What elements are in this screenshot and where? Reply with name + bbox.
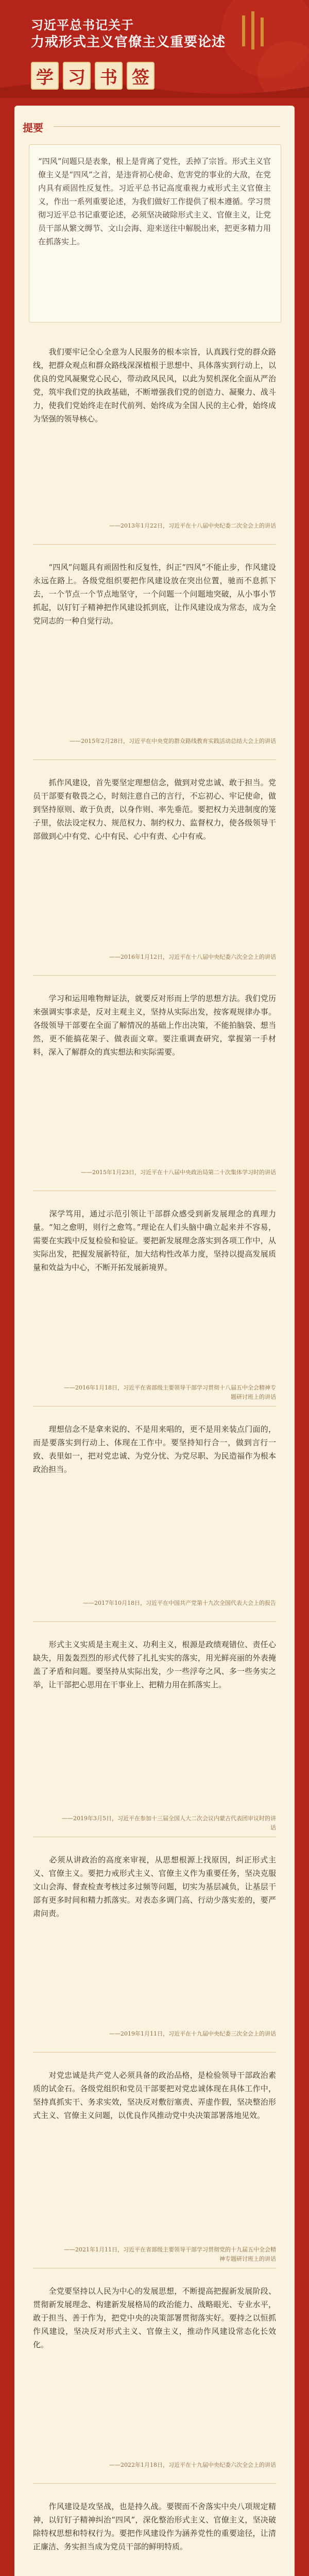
quote-source: ——2013年1月22日，习近平在十八届中央纪委二次全会上的讲话 — [109, 522, 276, 530]
quote-source: ——2019年3月5日，习近平在参加十三届全国人大二次会议内蒙古代表团审议时的讲话 — [62, 1815, 276, 1832]
badge-char-4: 签 — [127, 62, 154, 90]
quote-source: ——2016年1月18日，习近平在省部级主要领导干部学习贯彻十八届五中全会精神专题研讨班上的讲话 — [64, 1384, 276, 1400]
intro-text: “四风”问题只是表象，根上是背离了党性，丢掉了宗旨。形式主义官僚主义是“四风”之首，是违背初心使命、危害党的事业的大敌，在党内具有顽固性反复性。习近平总书记高度重视力戒形式主义官僚主义，作出一系列重要论述，为我们做好工作提供了根本遵循。学习贯彻习近平总书记重要论述，必须坚决破除形式主义、官僚主义，让党员干部从繁文缛节、文山会海、迎来送往中解脱出来，把更多精力用在抓落实上。 — [38, 157, 271, 246]
quote-source: ——2015年2月28日，习近平在中央党的群众路线教育实践活动总结大会上的讲话 — [70, 738, 276, 745]
badge-char-3: 书 — [95, 62, 123, 90]
quote-source: ——2019年1月11日，习近平在十九届中央纪委三次全会上的讲话 — [109, 2030, 276, 2038]
quote-divider — [33, 544, 276, 545]
quote-source: ——2021年1月11日，习近平在省部级主要领导干部学习贯彻党的十九届五中全会精神专题研讨班上的讲话 — [64, 2246, 276, 2262]
quote-body: 作风建设是攻坚战，也是持久战。要锲而不舍落实中央八项规定精神，以钉钉子精神纠治“四风”，深化整治形式主义、官僚主义，坚决破除特权思想和特权行为。要把作风建设作为涵养党性的重要途径，让清正廉洁、务实担当成为党员干部的鲜明特质。 — [33, 2501, 276, 2551]
quote-body: 形式主义实质是主观主义、功利主义，根源是政绩观错位、责任心缺失，用轰轰烈烈的形式代替了扎扎实实的落实，用光鲜亮丽的外表掩盖了矛盾和问题。要坚持从实际出发，少一些浮夸之风、多一些务实之举，让干部把心思用在干事业上、把精力用在抓落实上。 — [33, 1640, 276, 1689]
quote-source: ——2016年1月12日，习近平在十八届中央纪委六次全会上的讲话 — [109, 953, 276, 960]
quote-body: 深学笃用，通过示范引领让干部群众感受到新发展理念的真理力量。“知之愈明，则行之愈笃。”理论在人们头脑中确立起来并不容易，需要在实践中反复检验和验证。要把新发展理念落实到各项工作中，从实际出发，把握发展新特征，加大结构性改革力度，坚持以提高发展质量和效益为中心，不断开拓发展新境界。 — [33, 1209, 276, 1272]
quote-body: 全党要坚持以人民为中心的发展思想，不断提高把握新发展阶段、贯彻新发展理念、构建新发展格局的政治能力、战略眼光、专业水平，敢于担当、善于作为，把党中央的决策部署贯彻落实好。要持之以恒抓作风建设，坚决反对形式主义、官僚主义，推动作风建设常态化长效化。 — [33, 2286, 276, 2349]
quote-divider — [33, 759, 276, 760]
page-title-line1: 习近平总书记关于 — [31, 18, 134, 32]
quote-divider — [33, 2483, 276, 2484]
quote-source: ——2022年1月18日，习近平在十九届中央纪委六次全会上的讲话 — [109, 2461, 276, 2468]
quote-body: 学习和运用唯物辩证法，就要反对形而上学的思想方法。我们党历来强调实事求是，反对主观主义，坚持从实际出发，按客观规律办事。各级领导干部要在全面了解情况的基础上作出决策，不能拍脑袋、想当然，更不能搞花架子、做表面文章。要注重调查研究，掌握第一手材料，深入了解群众的真实想法和实际需要。 — [33, 993, 276, 1057]
intro-heading: 提要 — [23, 122, 43, 134]
quote-body: 理想信念不是拿来说的、不是用来唱的，更不是用来装点门面的，而是要落实到行动上、体现在工作中。要坚持知行合一，做到言行一致、表里如一，把对党忠诚、为党分忧、为党尽职、为民造福作为根本政治担当。 — [33, 1424, 276, 1474]
quote-body: 必须从讲政治的高度来审视，从思想根源上找原因，纠正形式主义、官僚主义。要把力戒形式主义、官僚主义作为重要任务，坚决克服文山会海、督查检查考核过多过频等问题，切实为基层减负，让基层干部有更多时间和精力抓落实。对表态多调门高、行动少落实差的，要严肃问责。 — [33, 1855, 276, 1919]
quote-divider — [33, 975, 276, 976]
quote-body: 对党忠诚是共产党人必须具备的政治品格，是检验领导干部政治素质的试金石。各级党组织和党员干部要把对党忠诚体现在具体工作中，坚持真抓实干、务求实效，坚决反对敷衍塞责、弄虚作假，坚决整治形式主义、官僚主义问题，以优良作风推动党中央决策部署落地见效。 — [33, 2071, 276, 2121]
quote-body: 我们要牢记全心全意为人民服务的根本宗旨，认真践行党的群众路线，把群众观点和群众路线深深植根于思想中、具体落实到行动上，以优良的党风凝聚党心民心，带动政风民风，以此为契机深化全面从严治党，筑牢我们党的执政基础，不断增强我们党的创造力、凝聚力、战斗力，使我们党始终走在时代前列、始终成为全国人民的主心骨，始终成为坚强的领导核心。 — [33, 347, 276, 423]
page-title-line2: 力戒形式主义官僚主义重要论述 — [31, 35, 226, 50]
quote-divider — [33, 2052, 276, 2053]
quote-body: “四风”问题具有顽固性和反复性，纠正“四风”不能止步，作风建设永远在路上。各级党组织要把作风建设放在突出位置，驰而不息抓下去，一个节点一个节点地坚守，一个问题一个问题地突破，从小事小节抓起，以钉钉子精神把作风建设抓到底，让作风建设成为常态，成为全党同志的一种自觉行动。 — [33, 563, 276, 626]
quote-body: 抓作风建设，首先要坚定理想信念，做到对党忠诚、敢于担当。党员干部要有敬畏之心，时刻注意自己的言行，不忘初心、牢记使命，做到坚持原则、敢于负责，以身作则、率先垂范。要把权力关进制度的笼子里，依法设定权力、规范权力、制约权力、监督权力，使各级领导干部做到心中有党、心中有民、心中有责、心中有戒。 — [33, 778, 276, 841]
badge-char-1: 学 — [31, 62, 59, 90]
quote-source: ——2015年1月23日，习近平在十八届中央政治局第二十次集体学习时的讲话 — [81, 1168, 276, 1176]
quote-source: ——2017年10月18日，习近平在中国共产党第十九次全国代表大会上的报告 — [83, 1600, 276, 1606]
quote-divider — [33, 1621, 276, 1622]
badge-char-2: 习 — [63, 62, 91, 90]
